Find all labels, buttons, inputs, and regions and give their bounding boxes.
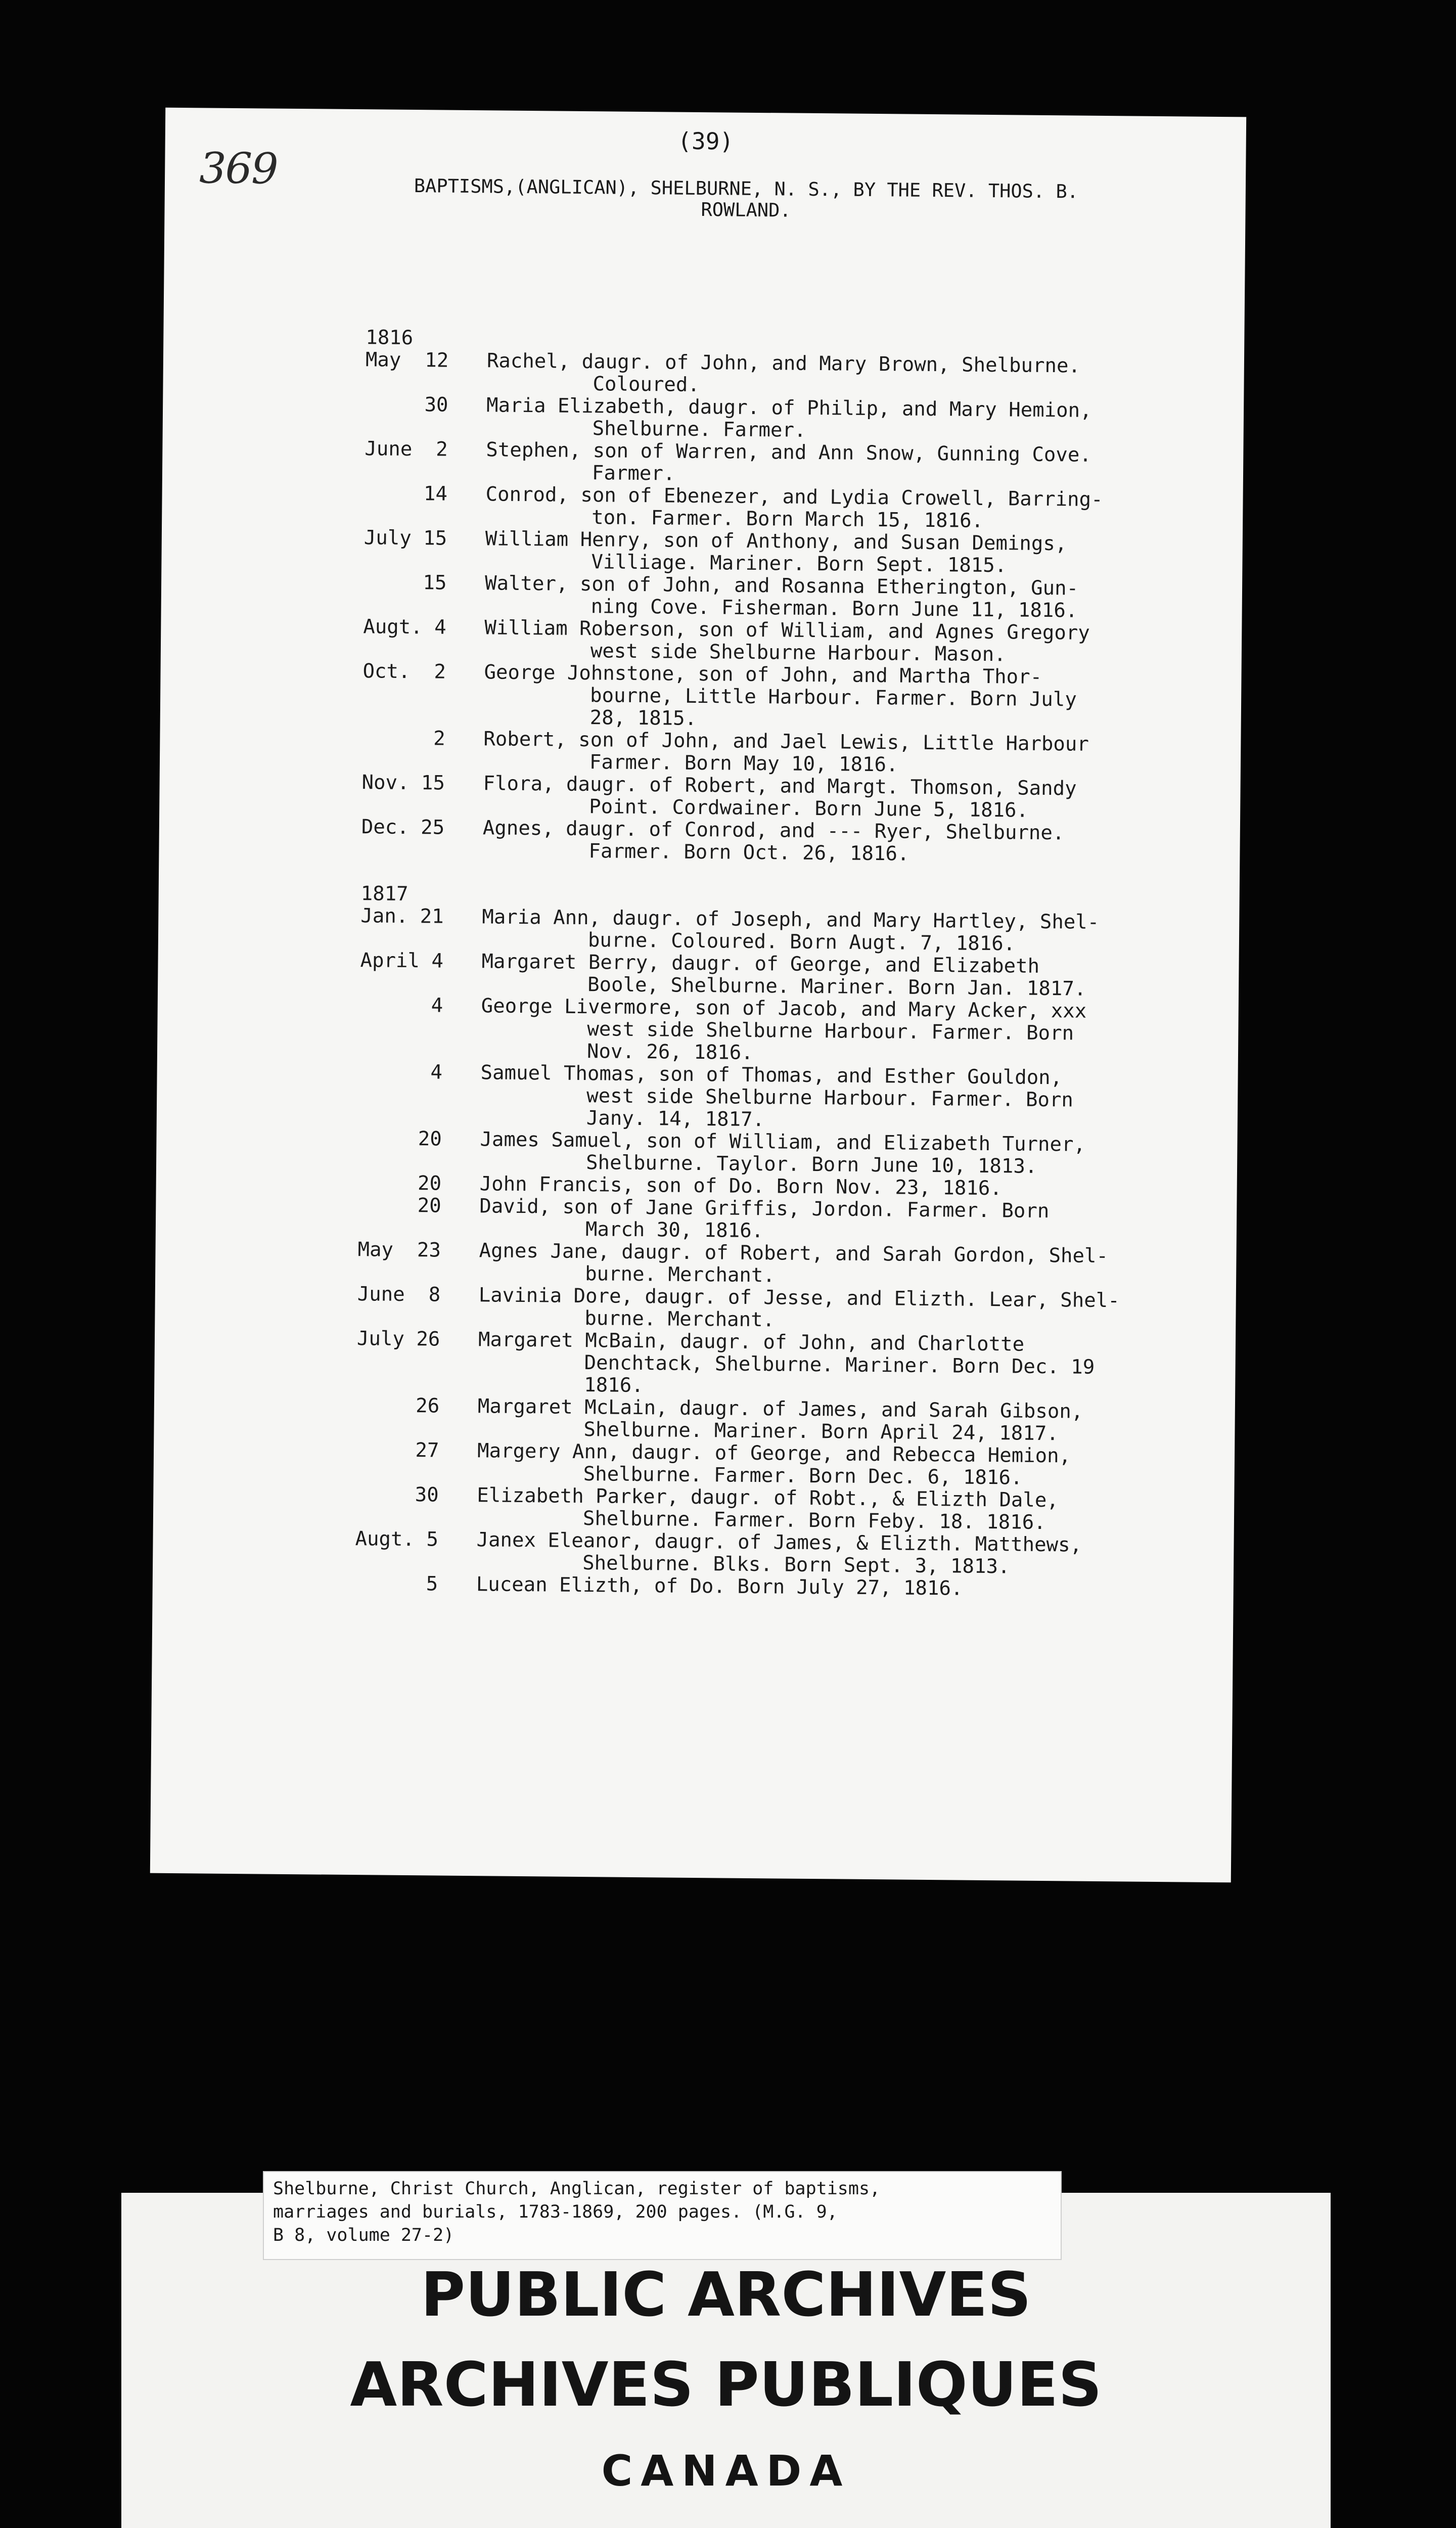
entry-date: 5 [354,1572,438,1596]
entry-line: Flora, daugr. of Robert, and Margt. Thomson, Sandy [483,772,1077,800]
entry-text [485,483,1224,534]
entry-date: June 8 [357,1283,441,1306]
baptism-entry [361,816,1221,868]
entry-date: Nov. 15 [361,771,445,795]
entry-continuation-line: Point. Cordwainer. Born June 5, 1816. [589,795,1029,822]
entry-line: Walter, son of John, and Rosanna Etherington, Gun- [484,572,1079,600]
entry-continuation-line: burne. Merchant. [584,1307,775,1332]
entry-line: George Livermore, son of Jacob, and Mary Acker, xxx [481,995,1087,1023]
entry-continuation-line: Shelburne. Farmer. [592,417,806,442]
entry-text [482,906,1220,957]
entry-line: Elizabeth Parker, daugr. of Robt., & Elizth Dale, [477,1484,1059,1512]
entry-date: May 12 [365,348,449,372]
entry-continuation-line: west side Shelburne Harbour. Farmer. Born [586,1085,1074,1112]
entry-line: Robert, son of John, and Jael Lewis, Little Harbour [483,728,1089,756]
label-line: marriages and burials, 1783-1869, 200 pages. (M.G. 9, [273,2202,838,2222]
entry-line: William Henry, son of Anthony, and Susan Demings, [485,527,1067,556]
entry-continuation-line: Nov. 26, 1816. [586,1040,753,1064]
entry-continuation-line: ton. Farmer. Born March 15, 1816. [592,506,984,532]
entry-continuation-line: 28, 1815. [589,706,697,730]
entry-date: 4 [359,1060,443,1084]
baptism-entry [359,1061,1219,1135]
entry-text [485,572,1223,623]
entry-continuation-line: Shelburne. Farmer. Born Feby. 18. 1816. [582,1507,1046,1534]
entry-text [483,728,1222,779]
entry-continuation-line: bourne, Little Harbour. Farmer. Born July [589,684,1077,711]
baptism-entry [365,438,1224,490]
collection-label [263,2171,1062,2260]
entry-date: 26 [356,1394,440,1418]
entry-continuation-line: Shelburne. Farmer. Born Dec. 6, 1816. [583,1463,1023,1489]
entry-text [478,1329,1216,1402]
entry-date: 4 [359,994,443,1017]
entry-line: John Francis, son of Do. Born Nov. 23, 1816. [479,1172,1003,1200]
entry-line: Margery Ann, daugr. of George, and Rebecca Hemion, [477,1439,1071,1468]
entry-line: Conrod, son of Ebenezer, and Lydia Crowell, Barring- [485,483,1103,511]
folio-number: (39) [677,127,734,155]
baptism-entry [356,1439,1216,1491]
entry-continuation-line: west side Shelburne Harbour. Mason. [590,640,1006,666]
entry-line: Samuel Thomas, son of Thomas, and Esther Gouldon, [480,1061,1063,1090]
entry-line: Agnes Jane, daugr. of Robert, and Sarah Gordon, Shel- [479,1239,1109,1268]
baptism-entry [360,905,1220,957]
entry-continuation-line: Boole, Shelburne. Mariner. Born Jan. 1817. [587,973,1086,1001]
baptism-entry [358,1127,1218,1180]
archives-title-english: PUBLIC ARCHIVES [421,2260,1031,2330]
entry-line: David, son of Jane Griffis, Jordon. Farmer. Born [479,1195,1050,1223]
entry-text [484,661,1222,735]
entry-line: Agnes, daugr. of Conrod, and --- Ryer, Shelburne. [482,817,1065,845]
entry-date: 20 [358,1194,441,1217]
heading-line-2: ROWLAND. [701,198,791,221]
entry-continuation-line: burne. Coloured. Born Augt. 7, 1816. [587,929,1016,956]
entry-date: July 26 [356,1327,440,1351]
entry-date: 27 [355,1438,439,1462]
label-line: Shelburne, Christ Church, Anglican, register of baptisms, [273,2179,881,2199]
entry-date: Dec. 25 [361,816,445,839]
baptism-entry [356,1394,1216,1447]
entry-date: Oct. 2 [362,660,446,684]
entry-line: Margaret Berry, daugr. of George, and Elizabeth [481,950,1040,978]
entry-continuation-line: Jany. 14, 1817. [586,1107,765,1132]
entry-date: Augt. 4 [363,615,446,639]
entry-text [480,1062,1219,1135]
archives-country: CANADA [601,2446,851,2496]
register-heading [367,175,1125,224]
baptism-entry [359,994,1219,1068]
baptism-entry [363,571,1223,623]
baptism-entry [364,482,1224,534]
baptism-entry [355,1483,1215,1536]
baptism-records [355,327,1225,1602]
baptism-entry [363,616,1223,668]
entry-line: Lucean Elizth, of Do. Born July 27, 1816. [476,1573,963,1600]
baptism-entry [357,1239,1217,1291]
entry-date: 20 [358,1171,442,1195]
entry-date: June 2 [365,437,448,461]
entry-text [486,394,1225,445]
entry-line: Lavinia Dore, daugr. of Jesse, and Elizth. Lear, Shel- [478,1284,1120,1313]
entry-text [484,617,1223,668]
entry-text [479,1195,1218,1246]
entry-text [485,528,1223,579]
archives-title-french: ARCHIVES PUBLIQUES [350,2350,1102,2420]
entry-continuation-line: Farmer. [592,462,675,485]
entry-continuation-line: Villiage. Mariner. Born Sept. 1815. [591,551,1007,577]
baptism-entry [365,393,1225,445]
baptism-entry [355,1528,1215,1580]
entry-line: James Samuel, son of William, and Elizabeth Turner, [480,1128,1086,1156]
baptism-entry [365,349,1225,401]
label-line: B 8, volume 27-2) [273,2225,454,2245]
entry-continuation-line: March 30, 1816. [585,1218,764,1243]
baptism-entry [361,772,1221,824]
pencil-page-number: 369 [199,143,278,194]
entry-date: 30 [355,1483,439,1507]
entry-line: Rachel, daugr. of John, and Mary Brown, Shelburne. [486,349,1081,378]
entry-continuation-line: Denchtack, Shelburne. Mariner. Born Dec. 19 [584,1351,1095,1379]
entry-text [481,995,1219,1068]
entry-line: Stephen, son of Warren, and Ann Snow, Gunning Cove. [486,438,1092,467]
entry-text [479,1240,1217,1291]
entry-continuation-line: Shelburne. Taylor. Born June 10, 1813. [585,1151,1037,1178]
entry-date: 20 [358,1127,442,1151]
register-page [150,108,1246,1883]
baptism-entry [362,660,1222,735]
entry-continuation-line: Farmer. Born May 10, 1816. [589,751,898,777]
entry-date: 2 [362,727,445,750]
entry-line: George Johnstone, son of John, and Martha Thor- [484,661,1042,689]
entry-continuation-line: 1816. [584,1374,644,1397]
entry-line: William Roberson, son of William, and Agnes Gregory [484,616,1090,645]
entry-date: May 23 [357,1238,441,1262]
baptism-entry [363,527,1223,579]
year-heading: 1816 [366,326,414,350]
entry-continuation-line: Coloured. [593,373,700,396]
entry-text [477,1484,1215,1536]
entry-text [486,439,1224,490]
entry-text [483,773,1221,824]
entry-text [482,817,1221,868]
entry-continuation-line: Farmer. Born Oct. 26, 1816. [588,840,909,866]
heading-line-1: BAPTISMS,(ANGLICAN), SHELBURNE, N. S., BY THE REV. THOS. B. [414,175,1079,203]
baptism-entry [358,1194,1218,1246]
year-heading: 1817 [360,882,408,906]
entry-text [478,1284,1217,1335]
entry-text [476,1529,1215,1580]
entry-date: 30 [365,393,448,417]
entry-continuation-line: ning Cove. Fisherman. Born June 11, 1816. [590,595,1078,622]
entry-continuation-line: west side Shelburne Harbour. Farmer. Born [587,1018,1074,1045]
entry-continuation-line: Shelburne. Blks. Born Sept. 3, 1813. [582,1552,1010,1578]
entry-continuation-line: burne. Merchant. [584,1262,776,1287]
entry-date: July 15 [363,526,447,550]
entry-text [477,1440,1216,1491]
baptism-entry [362,727,1222,779]
entry-date: 14 [364,482,448,506]
baptism-entry [356,1328,1216,1402]
baptism-entry [360,950,1220,1002]
entry-date: Jan. 21 [360,905,444,928]
entry-text [486,350,1225,401]
entry-line: Margaret McLain, daugr. of James, and Sarah Gibson, [477,1395,1083,1423]
entry-line: Maria Elizabeth, daugr. of Philip, and Mary Hemion, [486,394,1092,422]
entry-line: Janex Eleanor, daugr. of James, & Elizth. Matthews, [476,1528,1082,1557]
entry-text [477,1395,1216,1447]
entry-date: April 4 [360,949,444,973]
baptism-entry [357,1283,1217,1335]
entry-text [481,951,1220,1002]
entry-continuation-line: Shelburne. Mariner. Born April 24, 1817. [583,1418,1059,1446]
entry-line: Maria Ann, daugr. of Joseph, and Mary Hartley, Shel- [482,906,1100,934]
entry-line: Margaret McBain, daugr. of John, and Charlotte [478,1328,1025,1356]
entry-text [480,1128,1218,1180]
entry-date: 15 [363,571,447,595]
entry-date: Augt. 5 [355,1527,439,1551]
